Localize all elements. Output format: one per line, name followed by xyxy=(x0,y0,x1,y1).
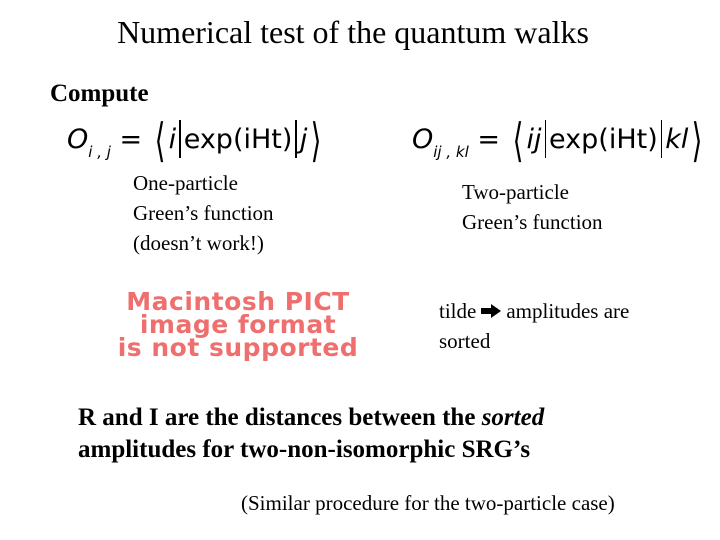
one-particle-line2: Green’s function xyxy=(133,201,274,225)
formula2-operator: exp(iHt) xyxy=(549,124,658,155)
tilde-rest: amplitudes are xyxy=(506,299,630,323)
formula2-bra: ij xyxy=(526,124,542,155)
formula2-equals: = xyxy=(477,124,500,155)
pict-unsupported-placeholder xyxy=(86,287,390,362)
conclusion-paragraph xyxy=(78,402,544,466)
pict-line2: image format xyxy=(139,310,337,339)
compute-label: Compute xyxy=(50,80,149,107)
pict-line3: is not supported xyxy=(117,333,359,362)
one-particle-note xyxy=(133,168,274,258)
conclusion-emphasis: sorted xyxy=(481,404,545,431)
formula1-bra: i xyxy=(168,124,177,155)
tilde-note xyxy=(439,296,629,356)
two-particle-line2: Green’s function xyxy=(462,210,603,234)
conclusion-line2: amplitudes for two-non-isomorphic SRG’s xyxy=(78,436,531,463)
pict-line1: Macintosh PICT xyxy=(126,287,350,316)
one-particle-formula: $O_{i , j}$ = ⟨ i exp(iHt) j⟩ xyxy=(67,113,322,167)
tilde-line2: sorted xyxy=(439,329,491,353)
formula1-subscript: i , j xyxy=(88,143,111,161)
tilde-line1 xyxy=(439,296,629,326)
tilde-word: tilde xyxy=(439,299,477,323)
formula2-right-bar xyxy=(661,120,663,158)
formula1-ket: j xyxy=(299,124,308,155)
formula1-left-bar xyxy=(179,120,181,158)
formula1-equals: = xyxy=(119,124,143,155)
formula1-operator: exp(iHt) xyxy=(183,124,293,155)
formula1-right-bar xyxy=(295,120,297,158)
formula2-ket: kl xyxy=(665,124,689,155)
conclusion-line1 xyxy=(78,402,544,434)
two-particle-formula: $O_{ij , kl}$ = ⟨ ij exp(iHt) kl⟩ xyxy=(412,113,703,167)
right-arrow-icon xyxy=(480,303,502,319)
formula2-subscript: ij , kl xyxy=(433,143,469,161)
formula1-lhs: O xyxy=(67,124,89,155)
similar-procedure-note: (Similar procedure for the two-particle case) xyxy=(241,491,615,515)
formula2-lhs: O xyxy=(412,124,434,155)
one-particle-line1: One-particle xyxy=(133,171,238,195)
formula2-left-bar xyxy=(545,120,547,158)
one-particle-line3: (doesn’t work!) xyxy=(133,231,264,255)
conclusion-part1: R and I are the distances between the xyxy=(78,404,482,431)
two-particle-note xyxy=(462,177,603,237)
slide-title: Numerical test of the quantum walks xyxy=(117,14,589,50)
two-particle-line1: Two-particle xyxy=(462,180,569,204)
